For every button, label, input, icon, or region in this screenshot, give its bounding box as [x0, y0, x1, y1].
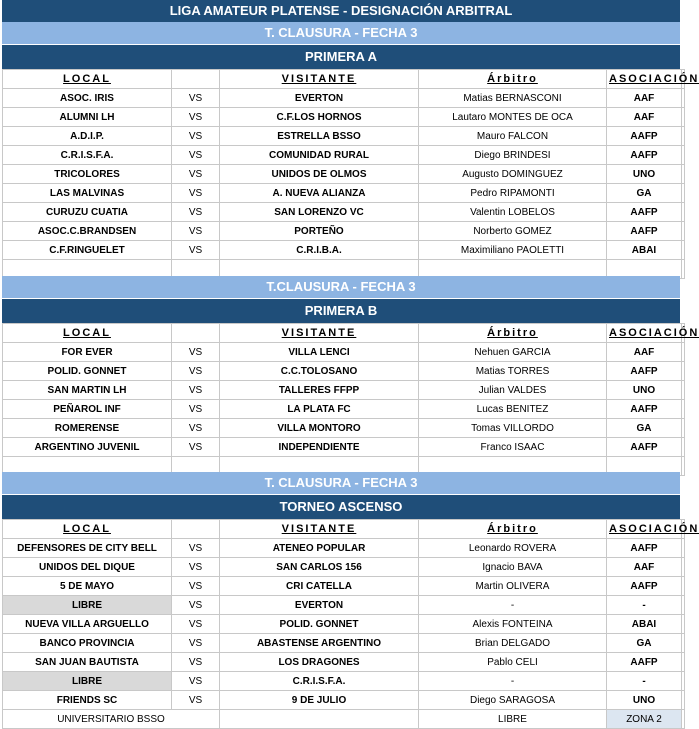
zone-label: ZONA 2: [607, 710, 682, 729]
header-asociacion: ASOCIACIÓN: [607, 324, 682, 343]
referee-name: -: [419, 596, 607, 615]
vs-label: VS: [172, 108, 220, 127]
edge-cell: [682, 596, 685, 615]
match-row: [3, 127, 685, 146]
referee-name: Tomas VILLORDO: [419, 419, 607, 438]
visiting-team: C.F.LOS HORNOS: [220, 108, 419, 127]
referee-name: Martin OLIVERA: [419, 577, 607, 596]
referee-name: Augusto DOMINGUEZ: [419, 165, 607, 184]
match-row: [3, 558, 685, 577]
referee-name: Mauro FALCON: [419, 127, 607, 146]
section-3-category: TORNEO ASCENSO: [2, 495, 680, 519]
match-row: [3, 241, 685, 260]
vs-label: VS: [172, 400, 220, 419]
local-team: C.F.RINGUELET: [3, 241, 172, 260]
local-team: ROMERENSE: [3, 419, 172, 438]
referee-name: Lucas BENITEZ: [419, 400, 607, 419]
local-team: NUEVA VILLA ARGUELLO: [3, 615, 172, 634]
blank-cell: [682, 457, 685, 476]
match-row: [3, 343, 685, 362]
blank-cell: [682, 260, 685, 279]
association-code: AAF: [607, 89, 682, 108]
vs-label: VS: [172, 672, 220, 691]
edge-cell: [682, 165, 685, 184]
section-3-table: [2, 519, 699, 729]
referee-name: Norberto GOMEZ: [419, 222, 607, 241]
association-code: -: [607, 596, 682, 615]
association-code: GA: [607, 419, 682, 438]
edge-cell: [682, 691, 685, 710]
match-row: [3, 539, 685, 558]
vs-label: VS: [172, 127, 220, 146]
visiting-team: VILLA LENCI: [220, 343, 419, 362]
header-local: LOCAL: [3, 70, 172, 89]
local-team: SAN MARTIN LH: [3, 381, 172, 400]
local-team: ASOC. IRIS: [3, 89, 172, 108]
header-visitante: VISITANTE: [220, 70, 419, 89]
association-code: AAFP: [607, 362, 682, 381]
visiting-team: INDEPENDIENTE: [220, 438, 419, 457]
local-team: UNIDOS DEL DIQUE: [3, 558, 172, 577]
vs-label: VS: [172, 362, 220, 381]
local-team: TRICOLORES: [3, 165, 172, 184]
local-team: ARGENTINO JUVENIL: [3, 438, 172, 457]
association-code: GA: [607, 184, 682, 203]
association-code: AAF: [607, 558, 682, 577]
header-row: [3, 324, 685, 343]
edge-cell: [682, 108, 685, 127]
match-row: [3, 222, 685, 241]
match-row: [3, 691, 685, 710]
referee-name: Leonardo ROVERA: [419, 539, 607, 558]
bye-status: LIBRE: [419, 710, 607, 729]
local-team: C.R.I.S.F.A.: [3, 146, 172, 165]
local-team: FOR EVER: [3, 343, 172, 362]
match-row: [3, 596, 685, 615]
match-row: [3, 615, 685, 634]
visiting-team: POLID. GONNET: [220, 615, 419, 634]
section-1-subtitle: T. CLAUSURA - FECHA 3: [2, 22, 680, 44]
section-3-subtitle: T. CLAUSURA - FECHA 3: [2, 472, 680, 494]
match-row: [3, 577, 685, 596]
match-row: [3, 108, 685, 127]
bye-team: UNIVERSITARIO BSSO: [3, 710, 220, 729]
visiting-team: C.C.TOLOSANO: [220, 362, 419, 381]
header-arbitro: Árbitro: [419, 70, 607, 89]
visiting-team: SAN CARLOS 156: [220, 558, 419, 577]
visiting-team: ABASTENSE ARGENTINO: [220, 634, 419, 653]
header-local: LOCAL: [3, 520, 172, 539]
edge-cell: [682, 634, 685, 653]
visiting-team: 9 DE JULIO: [220, 691, 419, 710]
local-team: DEFENSORES DE CITY BELL: [3, 539, 172, 558]
vs-label: VS: [172, 203, 220, 222]
section-2-subtitle: T.CLAUSURA - FECHA 3: [2, 276, 680, 298]
match-row: [3, 672, 685, 691]
visiting-team: LA PLATA FC: [220, 400, 419, 419]
association-code: UNO: [607, 165, 682, 184]
section-1-category: PRIMERA A: [2, 45, 680, 69]
local-team: LIBRE: [3, 596, 172, 615]
vs-label: VS: [172, 222, 220, 241]
match-row: [3, 400, 685, 419]
match-row: [3, 146, 685, 165]
edge-cell: [682, 362, 685, 381]
sheet-title: LIGA AMATEUR PLATENSE - DESIGNACIÓN ARBITRAL: [2, 0, 680, 22]
association-code: AAF: [607, 108, 682, 127]
match-row: [3, 438, 685, 457]
bye-spacer: [220, 710, 419, 729]
header-arbitro: Árbitro: [419, 324, 607, 343]
referee-name: Julian VALDES: [419, 381, 607, 400]
association-code: UNO: [607, 381, 682, 400]
association-code: AAFP: [607, 127, 682, 146]
match-row: [3, 653, 685, 672]
header-vs-blank: [172, 520, 220, 539]
header-row: [3, 520, 685, 539]
referee-name: Matias TORRES: [419, 362, 607, 381]
header-asociacion: ASOCIACIÓN: [607, 70, 682, 89]
local-team: ASOC.C.BRANDSEN: [3, 222, 172, 241]
vs-label: VS: [172, 89, 220, 108]
visiting-team: C.R.I.S.F.A.: [220, 672, 419, 691]
edge-cell: [682, 539, 685, 558]
association-code: AAFP: [607, 222, 682, 241]
visiting-team: TALLERES FFPP: [220, 381, 419, 400]
header-vs-blank: [172, 324, 220, 343]
edge-cell: [682, 127, 685, 146]
referee-name: Valentin LOBELOS: [419, 203, 607, 222]
association-code: AAFP: [607, 653, 682, 672]
header-arbitro: Árbitro: [419, 520, 607, 539]
vs-label: VS: [172, 691, 220, 710]
edge-cell: [682, 381, 685, 400]
edge-cell: [682, 710, 685, 729]
vs-label: VS: [172, 634, 220, 653]
vs-label: VS: [172, 381, 220, 400]
association-code: ABAI: [607, 241, 682, 260]
local-team: BANCO PROVINCIA: [3, 634, 172, 653]
association-code: ABAI: [607, 615, 682, 634]
referee-name: -: [419, 672, 607, 691]
header-vs-blank: [172, 70, 220, 89]
referee-name: Diego BRINDESI: [419, 146, 607, 165]
visiting-team: PORTEÑO: [220, 222, 419, 241]
local-team: SAN JUAN BAUTISTA: [3, 653, 172, 672]
visiting-team: ESTRELLA BSSO: [220, 127, 419, 146]
vs-label: VS: [172, 539, 220, 558]
association-code: AAFP: [607, 438, 682, 457]
match-row: [3, 203, 685, 222]
referee-name: Maximiliano PAOLETTI: [419, 241, 607, 260]
association-code: AAF: [607, 343, 682, 362]
referee-name: Matias BERNASCONI: [419, 89, 607, 108]
header-visitante: VISITANTE: [220, 520, 419, 539]
visiting-team: SAN LORENZO VC: [220, 203, 419, 222]
vs-label: VS: [172, 146, 220, 165]
local-team: FRIENDS SC: [3, 691, 172, 710]
association-code: AAFP: [607, 400, 682, 419]
header-visitante: VISITANTE: [220, 324, 419, 343]
edge-cell: [682, 577, 685, 596]
edge-cell: [682, 343, 685, 362]
edge-cell: [682, 203, 685, 222]
vs-label: VS: [172, 438, 220, 457]
association-code: AAFP: [607, 539, 682, 558]
edge-cell: [682, 615, 685, 634]
header-asociacion: ASOCIACIÓN: [607, 520, 682, 539]
bye-row: [3, 710, 685, 729]
visiting-team: UNIDOS DE OLMOS: [220, 165, 419, 184]
vs-label: VS: [172, 165, 220, 184]
visiting-team: EVERTON: [220, 596, 419, 615]
edge-cell: [682, 419, 685, 438]
vs-label: VS: [172, 241, 220, 260]
edge-cell: [682, 672, 685, 691]
referee-name: Nehuen GARCIA: [419, 343, 607, 362]
edge-cell: [682, 184, 685, 203]
vs-label: VS: [172, 596, 220, 615]
local-team: ALUMNI LH: [3, 108, 172, 127]
association-code: UNO: [607, 691, 682, 710]
local-team: PEÑAROL INF: [3, 400, 172, 419]
local-team: POLID. GONNET: [3, 362, 172, 381]
edge-cell: [682, 241, 685, 260]
match-row: [3, 634, 685, 653]
referee-name: Pablo CELI: [419, 653, 607, 672]
vs-label: VS: [172, 184, 220, 203]
visiting-team: C.R.I.B.A.: [220, 241, 419, 260]
association-code: AAFP: [607, 203, 682, 222]
edge-cell: [682, 558, 685, 577]
association-code: AAFP: [607, 577, 682, 596]
vs-label: VS: [172, 615, 220, 634]
match-row: [3, 362, 685, 381]
match-row: [3, 184, 685, 203]
edge-cell: [682, 653, 685, 672]
edge-cell: [682, 146, 685, 165]
header-row: [3, 70, 685, 89]
match-row: [3, 381, 685, 400]
referee-name: Brian DELGADO: [419, 634, 607, 653]
section-1-table: [2, 69, 699, 279]
association-code: -: [607, 672, 682, 691]
local-team: LAS MALVINAS: [3, 184, 172, 203]
match-row: [3, 419, 685, 438]
visiting-team: A. NUEVA ALIANZA: [220, 184, 419, 203]
referee-name: Lautaro MONTES DE OCA: [419, 108, 607, 127]
association-code: GA: [607, 634, 682, 653]
vs-label: VS: [172, 653, 220, 672]
referee-name: Ignacio BAVA: [419, 558, 607, 577]
vs-label: VS: [172, 558, 220, 577]
visiting-team: VILLA MONTORO: [220, 419, 419, 438]
referee-name: Franco ISAAC: [419, 438, 607, 457]
local-team: A.D.I.P.: [3, 127, 172, 146]
referee-name: Diego SARAGOSA: [419, 691, 607, 710]
section-2-table: [2, 323, 699, 476]
edge-cell: [682, 438, 685, 457]
section-2-category: PRIMERA B: [2, 299, 680, 323]
match-row: [3, 89, 685, 108]
association-code: AAFP: [607, 146, 682, 165]
local-team: 5 DE MAYO: [3, 577, 172, 596]
edge-cell: [682, 89, 685, 108]
edge-cell: [682, 222, 685, 241]
visiting-team: ATENEO POPULAR: [220, 539, 419, 558]
local-team: LIBRE: [3, 672, 172, 691]
visiting-team: LOS DRAGONES: [220, 653, 419, 672]
visiting-team: EVERTON: [220, 89, 419, 108]
match-row: [3, 165, 685, 184]
edge-cell: [682, 400, 685, 419]
local-team: CURUZU CUATIA: [3, 203, 172, 222]
vs-label: VS: [172, 577, 220, 596]
visiting-team: COMUNIDAD RURAL: [220, 146, 419, 165]
referee-name: Pedro RIPAMONTI: [419, 184, 607, 203]
visiting-team: CRI CATELLA: [220, 577, 419, 596]
vs-label: VS: [172, 419, 220, 438]
header-local: LOCAL: [3, 324, 172, 343]
referee-name: Alexis FONTEINA: [419, 615, 607, 634]
vs-label: VS: [172, 343, 220, 362]
